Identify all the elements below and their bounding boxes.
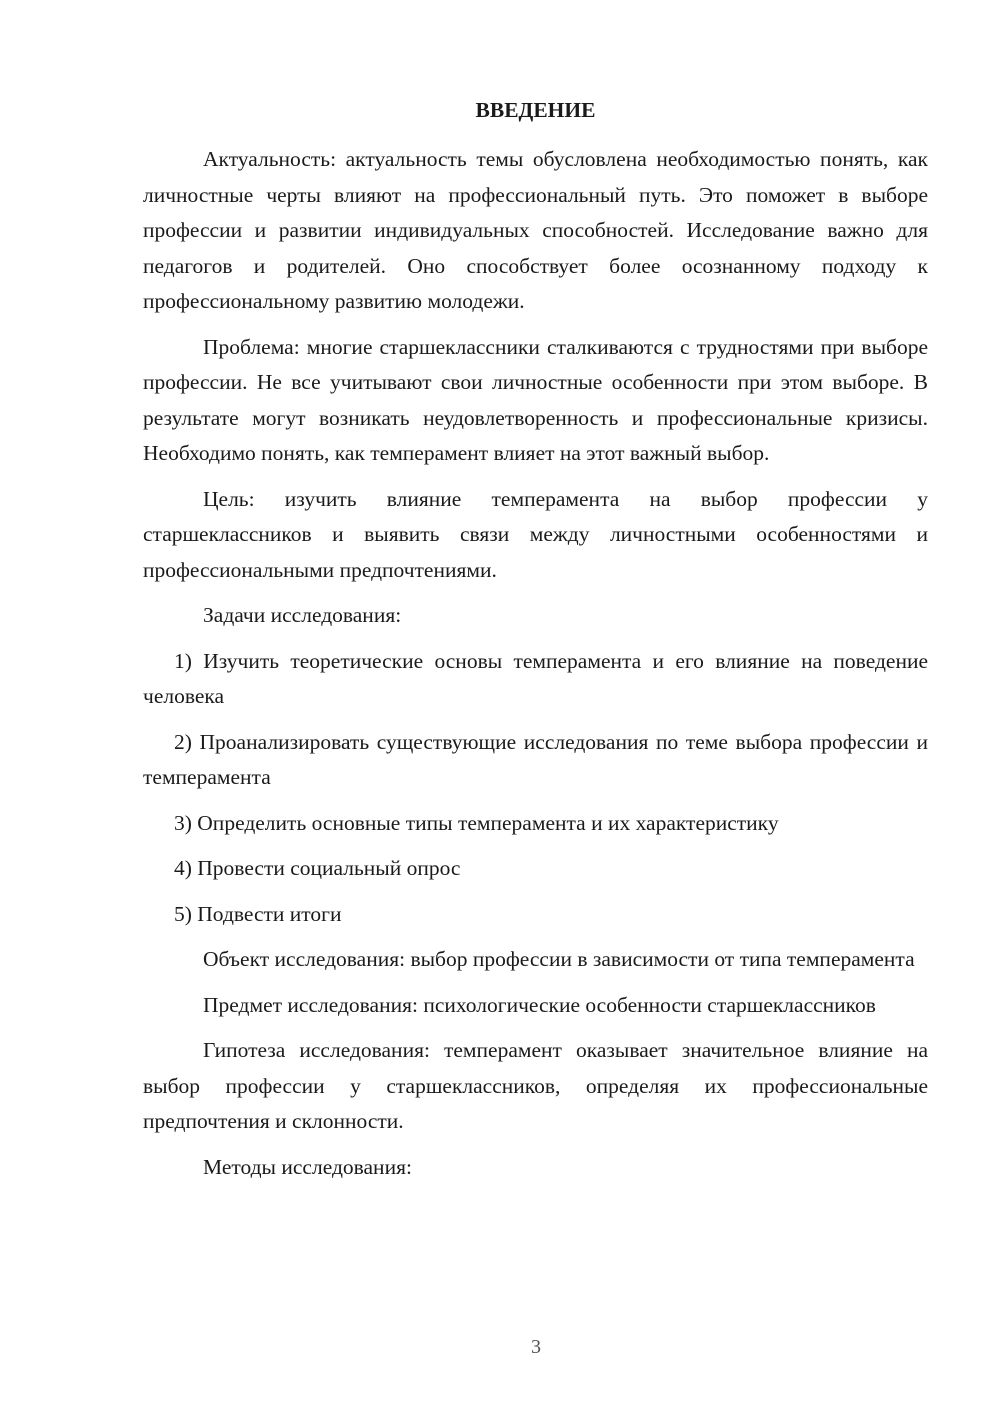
- page-content: [143, 94, 928, 1195]
- list-item-task-3: 3) Определить основные типы темперамента и их характеристику: [174, 810, 779, 835]
- tasks-heading: Задачи исследования:: [203, 603, 402, 627]
- methods-heading: Методы исследования:: [203, 1154, 412, 1179]
- list-item-task-5: 5) Подвести итоги: [174, 901, 342, 926]
- paragraph-goal: Цель: изучить влияние темперамента на выбор профессии у старшеклассников и выявить связи между личностными особенностями и профессиональными предпочтениями.: [143, 486, 928, 582]
- tasks-list: [143, 644, 928, 933]
- page-title: ВВЕДЕНИЕ: [475, 98, 596, 122]
- paragraph-hypothesis: Гипотеза исследования: темперамент оказывает значительное влияние на выбор профессии у старшеклассников, определяя их профессиональные предпочтения и склонности.: [143, 1038, 928, 1133]
- list-item-task-4: 4) Провести социальный опрос: [174, 856, 461, 880]
- paragraph-relevance: Актуальность: актуальность темы обусловлена необходимостью понять, как личностные черты влияют на профессиональный путь. Это поможет в выборе профессии и развитии индивидуальных способностей. Исследование важно для педагогов и родителей. Оно способствует более осознанному подходу к профессиональному развитию молодежи.: [143, 147, 928, 313]
- paragraph-subject: Предмет исследования: психологические особенности старшеклассников: [203, 992, 876, 1017]
- page-number: 3: [531, 1336, 541, 1358]
- list-item-task-1: 1) Изучить теоретические основы темперамента и его влияние на поведение человека: [143, 648, 928, 708]
- paragraph-object: Объект исследования: выбор профессии в зависимости от типа темперамента: [203, 947, 915, 971]
- paragraph-problem: Проблема: многие старшеклассники сталкиваются с трудностями при выборе профессии. Не все учитывают свои личностные особенности при этом выборе. В результате могут возникать неудовлетворенность и профессиональные кризисы. Необходимо понять, как темперамент влияет на этот важный выбор.: [143, 334, 928, 465]
- list-item-task-2: 2) Проанализировать существующие исследования по теме выбора профессии и темперамента: [143, 729, 928, 789]
